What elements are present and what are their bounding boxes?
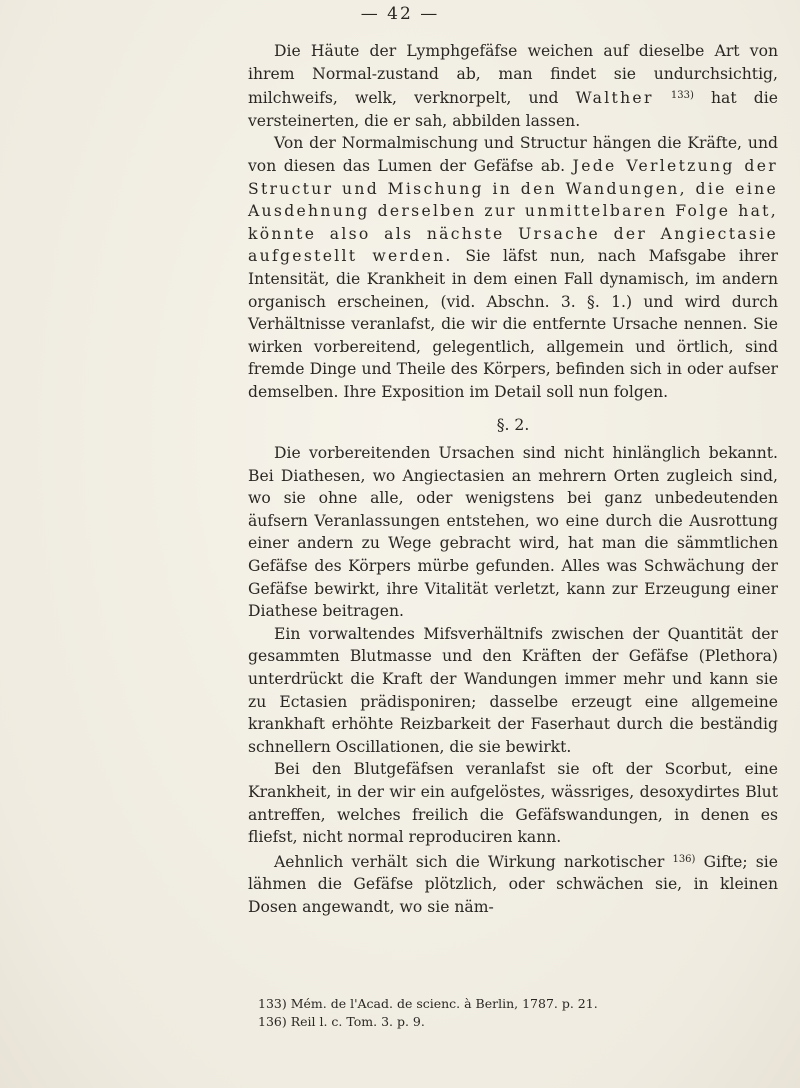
footnote: 136) Reil l. c. Tom. 3. p. 9. xyxy=(258,1014,425,1029)
paragraph-3: Die vorbereitenden Ursachen sind nicht hinlänglich bekannt. Bei Diathesen, wo Angiectasien an mehrern Orten zugleich sind, wo sie ohne alle, oder wenigstens bei ganz unbedeutenden äufsern Veranlassungen entstehen, wo eine durch die Ausrottung einer andern zu Wege gebracht wird, hat man die sämmtlichen Gefäfse des Körpers mürbe gefunden. Alles was Schwächung der Gefäfse bewirkt, ihre Vitalität verletzt, kann zur Erzeugung einer Diathese beitragen. xyxy=(248,444,778,621)
author-name: Walther xyxy=(575,89,654,108)
paragraph-1: Die Häute der Lymphgefäfse weichen auf dieselbe Art von ihrem Normal-zustand ab, man findet sie undurchsichtig, milchweifs, welk, verknorpelt, und Walther $^{133)}$ hat die versteinerten, die er sah, abbilden lassen. xyxy=(248,42,778,130)
footnote: 133) Mém. de l'Acad. de scienc. à Berlin, 1787. p. 21. xyxy=(258,996,598,1011)
paragraph-4: Ein vorwaltendes Mifsverhältnifs zwischen der Quantität der gesammten Blutmasse und den Kräften der Gefäfse (Plethora) unterdrückt die Kraft der Wandungen immer mehr und kann sie zu Ectasien prädisponiren; dasselbe erzeugt eine allgemeine krankhaft erhöhte Reizbarkeit der Faserhaut durch die beständig schnellern Oscillationen, die sie bewirkt. xyxy=(248,624,778,756)
paragraph-6: Aehnlich verhält sich die Wirkung narkotischer $^{136)}$ Gifte; sie lähmen die Gefäfse plötzlich, oder schwächen sie, in kleinen Dosen angewandt, wo sie näm- xyxy=(248,852,778,916)
section-heading: §. 2. xyxy=(496,415,530,434)
paragraph-2: Von der Normalmischung und Structur hängen die Kräfte, und von diesen das Lumen der Gefäfse ab. Jede Verletzung der Structur und Mischung in den Wandungen, die eine Ausdehnung derselben zur unmittelbaren Folge hat, könnte also als nächste Ursache der Angiectasie aufgestellt werden. Sie läfst nun, nach Mafsgabe ihrer Intensität, die Krankheit in dem einen Fall dynamisch, im andern organisch erscheinen, (vid. Abschn. 3. §. 1.) und wird durch Verhältnisse veranlafst, die wir die entfernte Ursache nennen. Sie wirken vorbereitend, gelegentlich, allgemein und örtlich, sind fremde Dinge und Theile des Körpers, befinden sich in oder aufser demselben. Ihre Exposition im Detail soll nun folgen. xyxy=(248,134,778,401)
footnote-ref: 133) xyxy=(670,90,694,102)
footnotes xyxy=(258,995,778,1031)
body-text xyxy=(248,40,778,919)
paragraph-5: Bei den Blutgefäfsen veranlafst sie oft der Scorbut, eine Krankheit, in der wir ein aufgelöstes, wässriges, desoxydirtes Blut antreffen, welches freilich die Gefäfswandungen, in denen es fliefst, nicht normal reproduciren kann. xyxy=(248,760,778,847)
footnote-ref: 136) xyxy=(672,853,696,865)
page-number: — 42 — xyxy=(360,4,440,24)
emphasized-text: Jede Verletzung der Structur und Mischung in den Wandungen, die eine Ausdehnung derselben zur unmittelbaren Folge hat, könnte also als nächste Ursache der Angiectasie aufgestellt werden. xyxy=(248,156,778,266)
